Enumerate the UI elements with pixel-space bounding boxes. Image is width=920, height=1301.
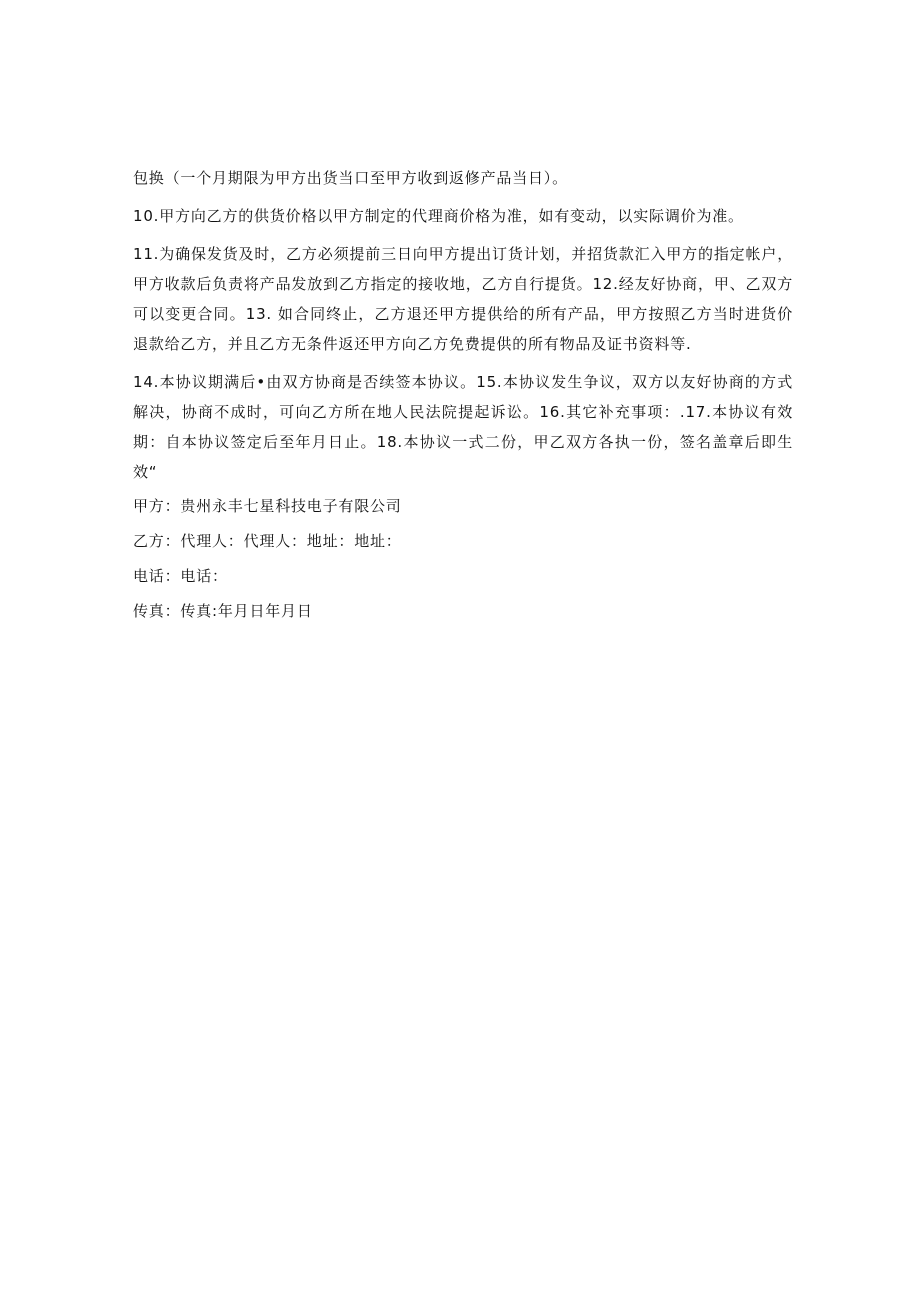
paragraph-warranty-exchange: 包换（一个月期限为甲方出货当口至甲方收到返修产品当日）。 <box>133 169 568 187</box>
paragraph-clauses-14-18: 14.本协议期满后•由双方协商是否续签本协议。15.本协议发生争议，双方以友好协商的方式解决，协商不成时，可向乙方所在地人民法院提起诉讼。16.其它补充事项：.17.本协议有效期：自本协议签定后至年月日止。18.本协议一式二份，甲乙双方各执一份，签名盖章后即生效“ <box>133 373 793 481</box>
party-b-agent-address-line: 乙方：代理人：代理人：地址：地址： <box>133 532 402 550</box>
paragraph-clause-10: 10.甲方向乙方的供货价格以甲方制定的代理商价格为准，如有变动，以实际调价为准。 <box>133 207 744 225</box>
fax-date-line: 传真：传真:年月日年月日 <box>133 602 313 620</box>
party-a-line: 甲方：贵州永丰七星科技电子有限公司 <box>133 497 402 515</box>
paragraph-clauses-11-13: 11.为确保发货及时，乙方必须提前三日向甲方提出订货计划，并招货款汇入甲方的指定帐户，甲方收款后负责将产品发放到乙方指定的接收地，乙方自行提货。12.经友好协商，甲、乙双方可以变更合同。13. 如合同终止，乙方退还甲方提供给的所有产品，甲方按照乙方当时进货价退款给乙方，并且乙方无条件返还甲方向乙方免费提供的所有物品及证书资料等. <box>133 245 793 353</box>
phone-line: 电话：电话： <box>133 567 228 585</box>
document-body <box>133 163 793 631</box>
